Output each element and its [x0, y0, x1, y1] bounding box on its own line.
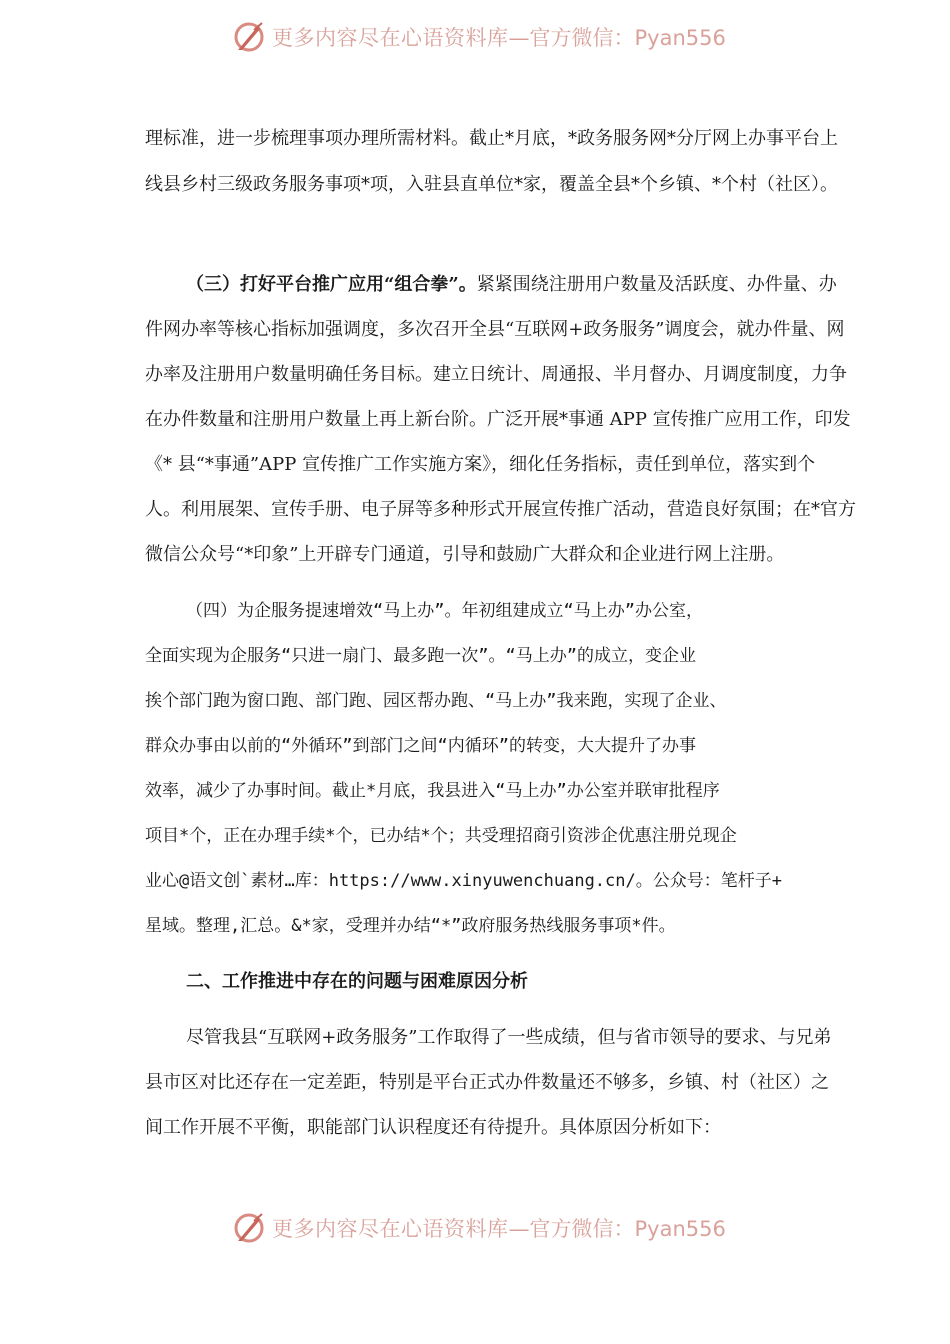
body-line: 效率，减少了办事时间。截止*月底，我县进入“马上办”办公室并联审批程序: [145, 781, 720, 801]
body-line: 群众办事由以前的“外循环”到部门之间“内循环”的转变，大大提升了办事: [145, 736, 696, 756]
body-line: 线县乡村三级政务服务事项*项，入驻县直单位*家，覆盖全县*个乡镇、*个村（社区）。: [145, 174, 838, 195]
watermark-banner-top: [232, 20, 726, 54]
watermark-suffix: —官方微信：Pyan556: [508, 1217, 726, 1241]
body-text: 紧紧围绕注册用户数量及活跃度、办件量、办: [476, 274, 837, 295]
watermark-suffix: —官方微信：Pyan556: [508, 26, 726, 50]
body-line: （四）为企服务提速增效“马上办”。年初组建成立“马上办”办公室，: [186, 601, 703, 621]
body-line: 《* 县“*事通”APP 宣传推广工作实施方案》，细化任务指标，责任到单位，落实到个: [145, 454, 816, 475]
body-line: 在办件数量和注册用户数量上再上新台阶。广泛开展*事通 APP 宣传推广应用工作，印发: [145, 409, 851, 430]
body-line: 业心@语文创`素材…库：https://www.xinyuwenchuang.cn/。公众号：笔杆子+: [145, 871, 782, 891]
body-line: 全面实现为企服务“只进一扇门、最多跑一次”。“马上办”的成立，变企业: [145, 646, 696, 666]
quill-logo-icon: [232, 20, 266, 54]
body-line: 星域。整理,汇总。&*家，受理并办结“*”政府服务热线服务事项*件。: [145, 916, 676, 936]
watermark-text: 更多内容尽在心语资料库: [272, 26, 509, 50]
body-line: 挨个部门跑为窗口跑、部门跑、园区帮办跑、“马上办”我来跑，实现了企业、: [145, 691, 727, 711]
body-line: 办率及注册用户数量明确任务目标。建立日统计、周通报、半月督办、月调度制度，力争: [145, 364, 847, 385]
body-line: 县市区对比还存在一定差距，特别是平台正式办件数量还不够多，乡镇、村（社区）之: [145, 1072, 829, 1093]
body-line: 理标准，进一步梳理事项办理所需材料。截止*月底，*政务服务网*分厅网上办事平台上: [145, 128, 838, 149]
section-title: 二、工作推进中存在的问题与困难原因分析: [186, 971, 528, 992]
section-paragraph-3: [186, 273, 837, 297]
body-line: 人。利用展架、宣传手册、电子屏等多种形式开展宣传推广活动，营造良好氛围；在*官方: [145, 499, 856, 520]
body-line: 件网办率等核心指标加强调度，多次召开全县“互联网+政务服务”调度会，就办件量、网: [145, 319, 845, 340]
watermark-text: 更多内容尽在心语资料库: [272, 1217, 509, 1241]
body-line: 项目*个，正在办理手续*个，已办结*个；共受理招商引资涉企优惠注册兑现企: [145, 826, 737, 846]
quill-logo-icon: [232, 1211, 266, 1245]
watermark-banner-bottom: [232, 1211, 726, 1245]
body-line: 微信公众号“*印象”上开辟专门通道，引导和鼓励广大群众和企业进行网上注册。: [145, 544, 785, 565]
body-line: 尽管我县“互联网+政务服务”工作取得了一些成绩，但与省市领导的要求、与兄弟: [186, 1027, 832, 1048]
section-heading: （三）打好平台推广应用“组合拳”。: [186, 274, 477, 295]
body-line: 间工作开展不平衡，职能部门认识程度还有待提升。具体原因分析如下：: [145, 1117, 721, 1138]
